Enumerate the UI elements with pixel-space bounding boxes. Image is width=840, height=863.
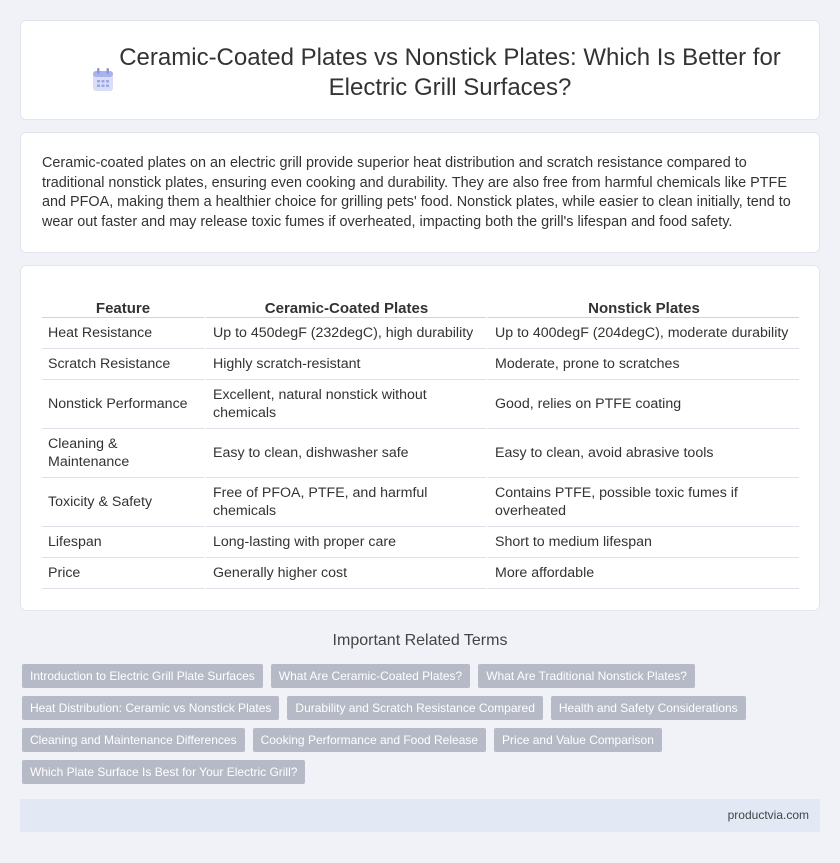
related-term-tag[interactable]: What Are Ceramic-Coated Plates? (271, 664, 470, 688)
related-term-tag[interactable]: Health and Safety Considerations (551, 696, 746, 720)
table-row (42, 478, 799, 527)
nonstick-cell: More affordable (486, 558, 799, 589)
ceramic-cell: Long-lasting with proper care (204, 527, 486, 558)
table-row (42, 429, 799, 478)
nonstick-cell: Easy to clean, avoid abrasive tools (486, 429, 799, 478)
feature-cell: Price (42, 558, 204, 589)
table-row (42, 527, 799, 558)
intro-paragraph: Ceramic-coated plates on an electric grill provide superior heat distribution and scratch resistance compared to traditional nonstick plates, ensuring even cooking and durability. They are also free from harmful chemicals like PTFE and PFOA, making them a healthier choice for grilling pets' food. Nonstick plates, while easier to clean initially, tend to wear out faster and may release toxic fumes if overheated, impacting both the grill's lifespan and food safety. (42, 155, 791, 230)
page-title: Ceramic-Coated Plates vs Nonstick Plates: Which Is Better for Electric Grill Surfaces? (119, 44, 781, 101)
table-row (42, 558, 799, 589)
header-feature: Feature (42, 296, 204, 318)
related-terms-list (22, 664, 822, 792)
table-header-row (42, 296, 799, 318)
ceramic-cell: Easy to clean, dishwasher safe (204, 429, 486, 478)
related-term-tag[interactable]: Introduction to Electric Grill Plate Surfaces (22, 664, 263, 688)
footer (20, 799, 820, 832)
related-term-tag[interactable]: Cleaning and Maintenance Differences (22, 728, 245, 752)
feature-cell: Toxicity & Safety (42, 478, 204, 527)
footer-site-link[interactable]: productvia.com (727, 808, 809, 822)
ceramic-cell: Generally higher cost (204, 558, 486, 589)
feature-cell: Cleaning & Maintenance (42, 429, 204, 478)
related-term-tag[interactable]: Durability and Scratch Resistance Compared (287, 696, 542, 720)
ceramic-cell: Free of PFOA, PTFE, and harmful chemicals (204, 478, 486, 527)
nonstick-cell: Good, relies on PTFE coating (486, 380, 799, 429)
related-term-tag[interactable]: What Are Traditional Nonstick Plates? (478, 664, 695, 688)
related-term-tag[interactable]: Heat Distribution: Ceramic vs Nonstick Plates (22, 696, 279, 720)
related-term-tag[interactable]: Which Plate Surface Is Best for Your Electric Grill? (22, 760, 305, 784)
comparison-table-card (20, 265, 820, 611)
nonstick-cell: Moderate, prone to scratches (486, 349, 799, 380)
table-row (42, 349, 799, 380)
nonstick-cell: Short to medium lifespan (486, 527, 799, 558)
related-term-tag[interactable]: Cooking Performance and Food Release (253, 728, 486, 752)
feature-cell: Scratch Resistance (42, 349, 204, 380)
header-nonstick: Nonstick Plates (486, 296, 799, 318)
ceramic-cell: Excellent, natural nonstick without chemicals (204, 380, 486, 429)
nonstick-cell: Up to 400degF (204degC), moderate durability (486, 318, 799, 349)
nonstick-cell: Contains PTFE, possible toxic fumes if overheated (486, 478, 799, 527)
feature-cell: Lifespan (42, 527, 204, 558)
ceramic-cell: Up to 450degF (232degC), high durability (204, 318, 486, 349)
table-row (42, 318, 799, 349)
title-card (20, 20, 820, 120)
intro-card (20, 132, 820, 253)
related-terms-title: Important Related Terms (332, 632, 508, 649)
feature-cell: Heat Resistance (42, 318, 204, 349)
ceramic-cell: Highly scratch-resistant (204, 349, 486, 380)
header-ceramic: Ceramic-Coated Plates (204, 296, 486, 318)
table-row (42, 380, 799, 429)
related-term-tag[interactable]: Price and Value Comparison (494, 728, 662, 752)
comparison-table (42, 296, 799, 589)
feature-cell: Nonstick Performance (42, 380, 204, 429)
